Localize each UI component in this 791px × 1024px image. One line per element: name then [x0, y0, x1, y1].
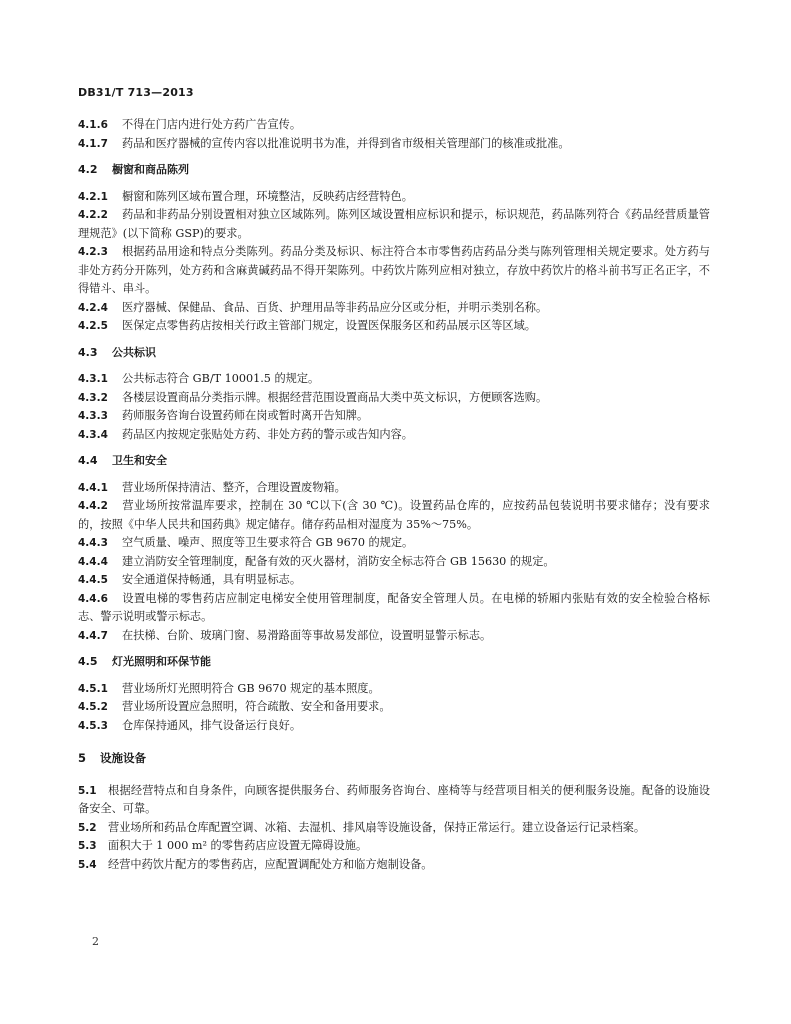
clause-text: 在扶梯、台阶、玻璃门窗、易滑路面等事故易发部位，设置明显警示标志。	[122, 628, 492, 642]
clause-text: 药师服务咨询台设置药师在岗或暂时离开告知牌。	[122, 409, 369, 422]
clause-number: 4.5.1	[78, 682, 108, 695]
clause-4-2-4	[78, 299, 710, 318]
clause-text: 设置电梯的零售药店应制定电梯安全使用管理制度，配备安全管理人员。在电梯的轿厢内张贴有效的安全检验合格标志、警示说明或警示标志。	[78, 591, 710, 623]
clause-text: 根据药品用途和特点分类陈列。药品分类及标识、标注符合本市零售药店药品分类与陈列管理相关规定要求。处方药与非处方药分开陈列，处方药和含麻黄碱药品不得开架陈列。中药饮片陈列应相对独立，存放中药饮片的格斗前书写正名正字，不得错斗、串斗。	[78, 245, 710, 295]
clause-text: 营业场所设置应急照明，符合疏散、安全和备用要求。	[122, 700, 391, 713]
chapter-number: 5	[78, 751, 87, 765]
section-title: 灯光照明和环保节能	[112, 655, 211, 668]
clause-5-2	[78, 819, 710, 838]
clause-4-1-7	[78, 135, 710, 154]
document-header: DB31/T 713—2013	[78, 86, 194, 99]
clause-4-2-2	[78, 206, 710, 243]
clause-text: 安全通道保持畅通，具有明显标志。	[122, 573, 302, 586]
clause-4-4-3	[78, 534, 710, 553]
clause-text: 公共标志符合 GB/T 10001.5 的规定。	[122, 372, 320, 385]
section-number: 4.2	[78, 163, 98, 176]
section-heading-4-5	[78, 653, 710, 672]
clause-text: 建立消防安全管理制度，配备有效的灭火器材，消防安全标志符合 GB 15630 的规定。	[122, 554, 555, 568]
clause-text: 药品和非药品分别设置相对独立区域陈列。陈列区域设置相应标识和提示，标识规范，药品陈列符合《药品经营质量管理规范》(以下简称 GSP)的要求。	[78, 208, 710, 240]
clause-text: 橱窗和陈列区域布置合理，环境整洁，反映药店经营特色。	[122, 189, 413, 203]
clause-number: 4.4.2	[78, 500, 108, 512]
clause-number: 4.2.5	[78, 320, 108, 332]
section-number: 4.5	[78, 655, 98, 668]
clause-number: 4.2.1	[78, 190, 108, 203]
clause-4-2-1	[78, 188, 710, 207]
clause-4-2-3	[78, 243, 710, 299]
clause-5-4	[78, 856, 710, 875]
clause-number: 5.2	[78, 821, 97, 834]
clause-5-3	[78, 837, 710, 856]
section-number: 4.4	[78, 454, 98, 467]
chapter-heading-5	[78, 749, 710, 768]
clause-text: 经营中药饮片配方的零售药店，应配置调配处方和临方炮制设备。	[108, 857, 433, 871]
clause-number: 4.2.3	[78, 246, 108, 258]
clause-number: 4.4.7	[78, 629, 108, 642]
page-number: 2	[92, 935, 99, 948]
clause-4-4-1	[78, 479, 710, 498]
document-body	[78, 116, 710, 874]
clause-text: 医疗器械、保健品、食品、百货、护理用品等非药品应分区或分柜，并明示类别名称。	[122, 300, 548, 314]
clause-4-4-6	[78, 590, 710, 627]
clause-number: 4.4.3	[78, 537, 108, 549]
clause-number: 4.3.4	[78, 428, 108, 441]
clause-number: 4.4.5	[78, 574, 108, 586]
clause-text: 根据经营特点和自身条件，向顾客提供服务台、药师服务咨询台、座椅等与经营项目相关的便利服务设施。配备的设施设备安全、可靠。	[78, 783, 710, 815]
clause-4-4-2	[78, 497, 710, 534]
clause-4-5-3	[78, 717, 710, 736]
clause-number: 4.1.7	[78, 137, 108, 150]
clause-4-3-3	[78, 407, 710, 426]
clause-text: 营业场所保持清洁、整齐，合理设置废物箱。	[122, 480, 346, 494]
clause-number: 4.5.2	[78, 701, 108, 713]
clause-text: 空气质量、噪声、照度等卫生要求符合 GB 9670 的规定。	[122, 536, 414, 549]
clause-number: 4.4.4	[78, 555, 108, 568]
chapter-title: 设施设备	[100, 751, 146, 765]
clause-number: 4.3.1	[78, 373, 108, 385]
clause-4-1-6	[78, 116, 710, 135]
clause-4-3-1	[78, 370, 710, 389]
clause-number: 4.4.1	[78, 481, 108, 494]
clause-number: 4.2.4	[78, 301, 108, 314]
section-title: 公共标识	[112, 345, 156, 359]
clause-number: 4.5.3	[78, 719, 108, 732]
clause-4-4-5	[78, 571, 710, 590]
clause-4-3-2	[78, 389, 710, 408]
clause-number: 5.1	[78, 784, 97, 797]
section-heading-4-2	[78, 161, 710, 180]
clause-4-5-1	[78, 680, 710, 699]
clause-text: 药品区内按规定张贴处方药、非处方药的警示或告知内容。	[122, 427, 413, 441]
clause-number: 4.2.2	[78, 209, 108, 221]
clause-text: 营业场所灯光照明符合 GB 9670 规定的基本照度。	[122, 681, 380, 695]
clause-5-1	[78, 782, 710, 819]
section-title: 橱窗和商品陈列	[112, 163, 189, 176]
section-title: 卫生和安全	[112, 454, 167, 467]
clause-text: 面积大于 1 000 m² 的零售药店应设置无障碍设施。	[108, 839, 368, 852]
clause-4-3-4	[78, 426, 710, 445]
clause-text: 营业场所和药品仓库配置空调、冰箱、去湿机、排风扇等设施设备，保持正常运行。建立设备运行记录档案。	[108, 820, 646, 834]
clause-number: 4.3.3	[78, 410, 108, 422]
clause-4-4-4	[78, 553, 710, 572]
clause-4-4-7	[78, 627, 710, 646]
clause-number: 4.4.6	[78, 592, 108, 605]
clause-text: 不得在门店内进行处方药广告宣传。	[122, 118, 302, 131]
clause-text: 仓库保持通风，排气设备运行良好。	[122, 718, 302, 732]
section-heading-4-4	[78, 452, 710, 471]
clause-number: 4.3.2	[78, 391, 108, 404]
clause-4-5-2	[78, 698, 710, 717]
section-number: 4.3	[78, 345, 98, 359]
clause-text: 营业场所按常温库要求，控制在 30 ℃以下(含 30 ℃)。设置药品仓库的，应按药品包装说明书要求储存；没有要求的，按照《中华人民共和国药典》规定储存。储存药品相对湿度为 35%～75%。	[78, 499, 710, 531]
clause-number: 5.4	[78, 858, 97, 871]
clause-text: 医保定点零售药店按相关行政主管部门规定，设置医保服务区和药品展示区等区域。	[122, 319, 536, 332]
clause-number: 4.1.6	[78, 119, 108, 131]
clause-4-2-5	[78, 317, 710, 336]
section-heading-4-3	[78, 344, 710, 363]
clause-number: 5.3	[78, 840, 97, 852]
clause-text: 各楼层设置商品分类指示牌。根据经营范围设置商品大类中英文标识，方便顾客选购。	[122, 390, 548, 404]
clause-text: 药品和医疗器械的宣传内容以批准说明书为准，并得到省市级相关管理部门的核准或批准。	[122, 136, 570, 150]
